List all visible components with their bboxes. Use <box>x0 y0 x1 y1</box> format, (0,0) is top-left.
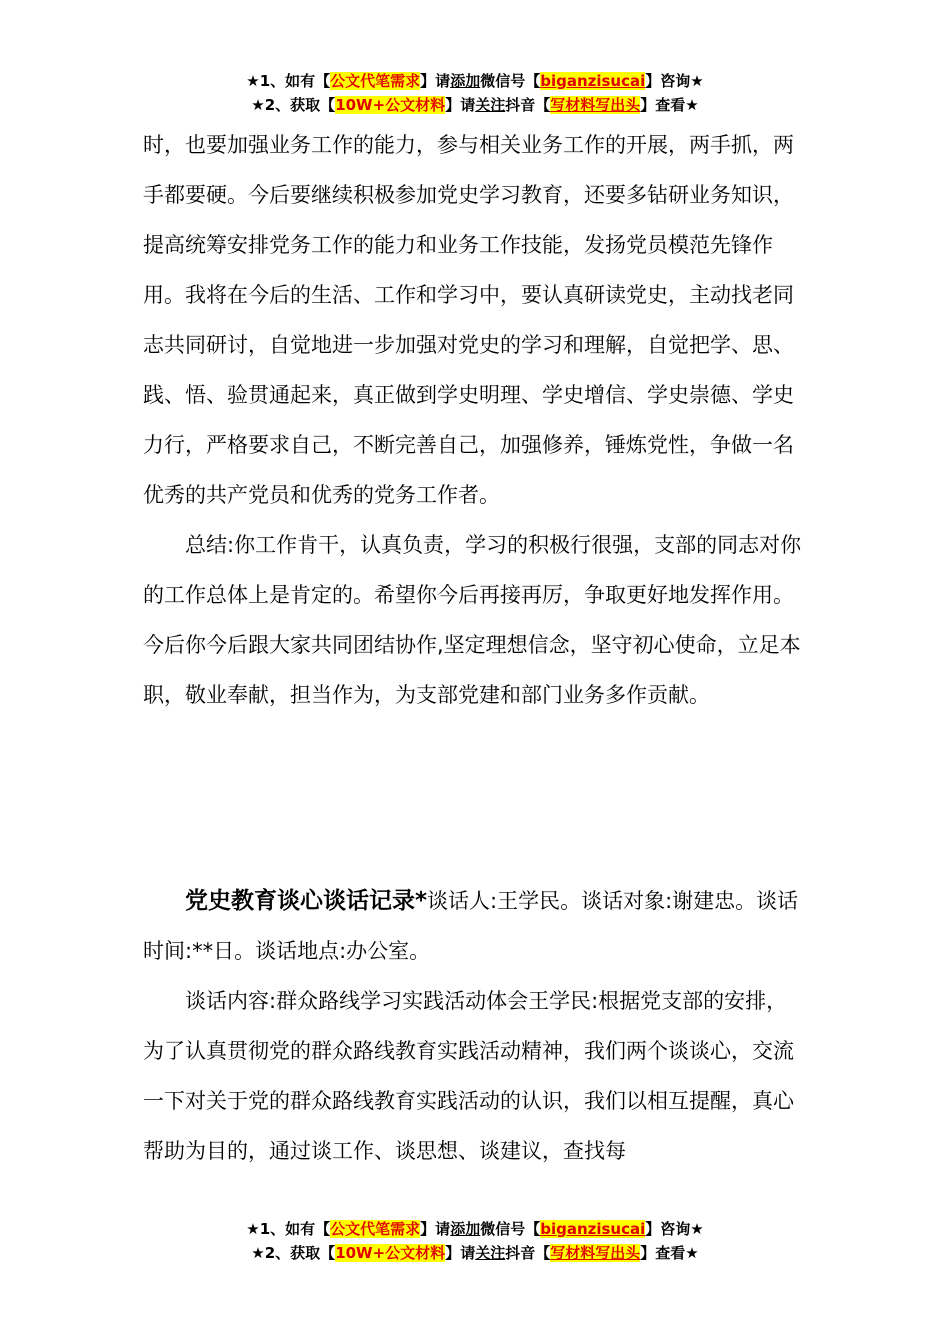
banner-text: ★1、如有【 <box>246 72 331 90</box>
highlight-text: biganzisucai <box>540 72 646 90</box>
banner-emphasis: 关注 <box>475 96 506 114</box>
banner-text: 】请 <box>445 1244 476 1262</box>
highlight-text: 写材料写出头 <box>550 96 641 114</box>
banner-text: ★1、如有【 <box>246 1220 331 1238</box>
highlight-text: 10W+公文材料 <box>335 96 446 114</box>
highlight-text: 公文代笔需求 <box>330 1220 421 1238</box>
record-meta: 谈话人:王学民。谈话对象:谢建忠。谈话时间:**日。谈话地点:办公室。 <box>143 889 799 963</box>
paragraph-record-header <box>143 876 807 976</box>
banner-text: 】咨询★ <box>645 72 704 90</box>
highlight-text: 公文代笔需求 <box>330 72 421 90</box>
document-body-bottom <box>143 876 807 1176</box>
banner-emphasis: 添加 <box>450 1220 481 1238</box>
banner-text: ★2、获取【 <box>251 96 336 114</box>
banner-text: 抖音【 <box>505 1244 551 1262</box>
paragraph-continuation: 时，也要加强业务工作的能力，参与相关业务工作的开展，两手抓，两手都要硬。今后要继续积极参加党史学习教育，还要多钻研业务知识，提高统筹安排党务工作的能力和业务工作技能，发扬党员模范先锋作用。我将在今后的生活、工作和学习中，要认真研读党史，主动找老同志共同研讨，自觉地进一步加强对党史的学习和理解，自觉把学、思、践、悟、验贯通起来，真正做到学史明理、学史增信、学史崇德、学史力行，严格要求自己，不断完善自己，加强修养，锤炼党性，争做一名优秀的共产党员和优秀的党务工作者。 <box>143 133 794 507</box>
paragraph-record-content: 谈话内容:群众路线学习实践活动体会王学民:根据党支部的安排，为了认真贯彻党的群众路线教育实践活动精神，我们两个谈谈心，交流一下对关于党的群众路线教育实践活动的认识，我们以相互提醒，真心帮助为目的，通过谈工作、谈思想、谈建议，查找每 <box>143 989 794 1163</box>
header-banner <box>0 69 950 117</box>
footer-banner <box>0 1217 950 1265</box>
banner-text: 】请 <box>420 72 451 90</box>
section-title: 党史教育谈心谈话记录* <box>185 888 428 914</box>
highlight-text: 写材料写出头 <box>550 1244 641 1262</box>
banner-line-1 <box>0 69 950 93</box>
banner-text: 微信号【 <box>480 72 541 90</box>
banner-emphasis: 添加 <box>450 72 481 90</box>
banner-text: ★2、获取【 <box>251 1244 336 1262</box>
banner-line-1 <box>0 1217 950 1241</box>
banner-text: 】咨询★ <box>645 1220 704 1238</box>
banner-emphasis: 关注 <box>475 1244 506 1262</box>
banner-text: 】查看★ <box>640 1244 699 1262</box>
banner-text: 】查看★ <box>640 96 699 114</box>
banner-text: 微信号【 <box>480 1220 541 1238</box>
banner-line-2 <box>0 1241 950 1265</box>
highlight-text: 10W+公文材料 <box>335 1244 446 1262</box>
banner-text: 】请 <box>420 1220 451 1238</box>
document-body-top <box>143 120 807 720</box>
banner-text: 】请 <box>445 96 476 114</box>
banner-text: 抖音【 <box>505 96 551 114</box>
highlight-text: biganzisucai <box>540 1220 646 1238</box>
banner-line-2 <box>0 93 950 117</box>
paragraph-summary: 总结:你工作肯干，认真负责，学习的积极行很强，支部的同志对你的工作总体上是肯定的。希望你今后再接再厉，争取更好地发挥作用。今后你今后跟大家共同团结协作,坚定理想信念，坚守初心使命，立足本职，敬业奉献，担当作为，为支部党建和部门业务多作贡献。 <box>143 533 802 707</box>
